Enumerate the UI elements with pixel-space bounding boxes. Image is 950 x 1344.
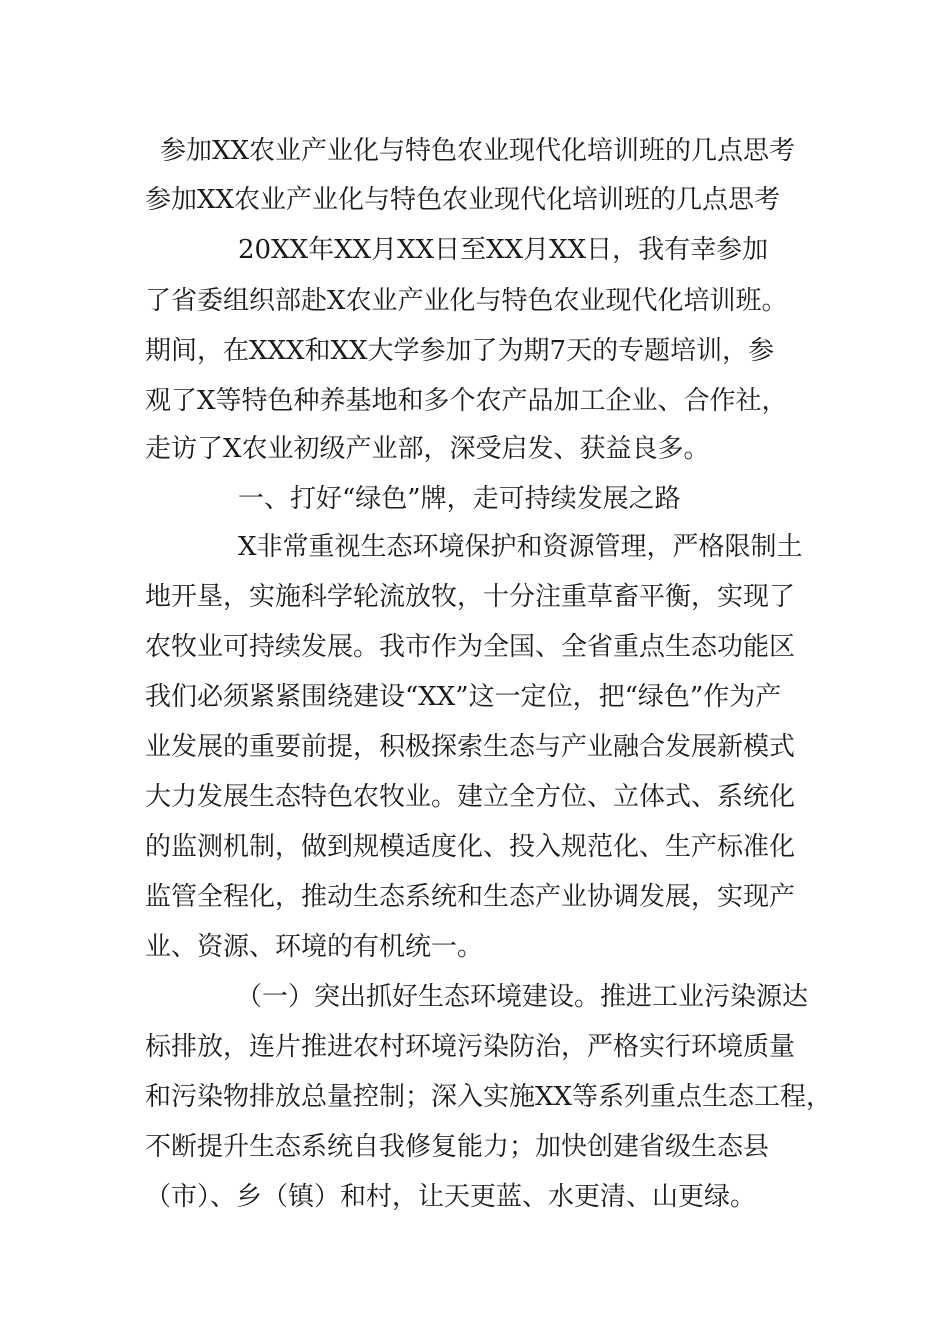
subsection-line: （一）突出抓好生态环境建设。推进工业污染源达 [236, 982, 809, 1012]
body-line: 监管全程化，推动生态系统和生态产业协调发展，实现产 [145, 882, 796, 912]
body-line: （市）、乡（镇）和村，让天更蓝、水更清、山更绿。 [145, 1182, 757, 1212]
body-line: 不断提升生态系统自我修复能力；加快创建省级生态县 [145, 1132, 770, 1162]
body-line: 的监测机制，做到规模适度化、投入规范化、生产标准化 [145, 832, 796, 862]
body-line: 地开垦，实施科学轮流放牧，十分注重草畜平衡，实现了 [145, 582, 796, 612]
body-line: X非常重视生态环境保护和资源管理，严格限制土 [238, 532, 803, 562]
body-line: 20XX年XX月XX日至XX月XX日，我有幸参加 [238, 235, 769, 265]
body-line: 我们必须紧紧围绕建设“XX”这一定位，把“绿色”作为产 [145, 682, 782, 712]
body-line: 和污染物排放总量控制；深入实施XX等系列重点生态工程， [145, 1082, 833, 1112]
document-title-line-1: 参加XX农业产业化与特色农业现代化培训班的几点思考 [160, 136, 796, 166]
body-line: 期间，在XXX和XX大学参加了为期7天的专题培训，参 [145, 336, 775, 366]
section-heading: 一、打好“绿色”牌，走可持续发展之路 [238, 484, 681, 514]
body-line: 农牧业可持续发展。我市作为全国、全省重点生态功能区 [145, 632, 796, 662]
body-line: 观了X等特色种养基地和多个农产品加工企业、合作社， [145, 386, 788, 416]
body-line: 标排放，连片推进农村环境污染防治，严格实行环境质量 [145, 1032, 796, 1062]
body-line: 业、资源、环境的有机统一。 [145, 932, 484, 962]
body-line: 走访了X农业初级产业部，深受启发、获益良多。 [145, 434, 710, 464]
document-title-line-2: 参加XX农业产业化与特色农业现代化培训班的几点思考 [145, 185, 781, 215]
body-line: 业发展的重要前提，积极探索生态与产业融合发展新模式 [145, 732, 796, 762]
body-line: 了省委组织部赴X农业产业化与特色农业现代化培训班。 [145, 286, 788, 316]
body-line: 大力发展生态特色农牧业。建立全方位、立体式、系统化 [145, 782, 796, 812]
